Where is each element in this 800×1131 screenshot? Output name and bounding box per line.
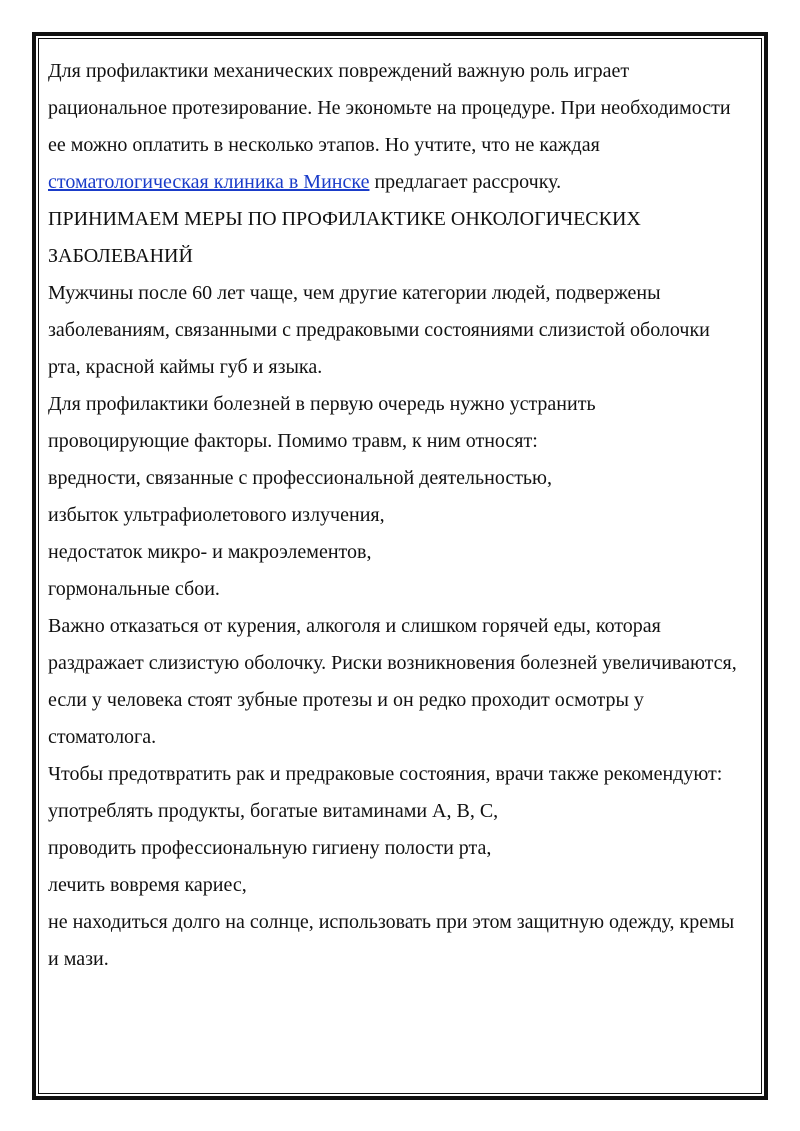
paragraph-men-risk: Мужчины после 60 лет чаще, чем другие категории людей, подвержены заболеваниям, связанными с предраковыми состояниями слизистой оболочки рта, красной каймы губ и языка. bbox=[48, 282, 710, 378]
paragraph-prosthetics bbox=[48, 53, 738, 201]
section-heading: ПРИНИМАЕМ МЕРЫ ПО ПРОФИЛАКТИКЕ ОНКОЛОГИЧЕСКИХ ЗАБОЛЕВАНИЙ bbox=[48, 208, 641, 267]
list-item-recommendation: употреблять продукты, богатые витаминами А, В, С, bbox=[48, 800, 499, 822]
list-item-factor: избыток ультрафиолетового излучения, bbox=[48, 504, 385, 526]
list-item-recommendation: лечить вовремя кариес, bbox=[48, 874, 247, 896]
paragraph-text: предлагает рассрочку. bbox=[369, 171, 562, 193]
dental-clinic-minsk-link[interactable]: стоматологическая клиника в Минске bbox=[48, 171, 370, 193]
document-body bbox=[48, 53, 738, 978]
paragraph-factors-intro: Для профилактики болезней в первую очередь нужно устранить провоцирующие факторы. Помимо травм, к ним относят: bbox=[48, 393, 596, 452]
paragraph-habits: Важно отказаться от курения, алкоголя и слишком горячей еды, которая раздражает слизистую оболочку. Риски возникновения болезней увеличиваются, если у человека стоят зубные протезы и он редко проходит осмотры у стоматолога. bbox=[48, 615, 737, 748]
list-item-recommendation: не находиться долго на солнце, использовать при этом защитную одежду, кремы и мази. bbox=[48, 911, 735, 970]
paragraph-recommendations-intro: Чтобы предотвратить рак и предраковые состояния, врачи также рекомендуют: bbox=[48, 763, 723, 785]
list-item-factor: гормональные сбои. bbox=[48, 578, 220, 600]
paragraph-text: Для профилактики механических повреждений важную роль играет рациональное протезирование. Не экономьте на процедуре. При необходимости ее можно оплатить в несколько этапов. Но учтите, что не каждая bbox=[48, 60, 731, 156]
list-item-factor: недостаток микро- и макроэлементов, bbox=[48, 541, 372, 563]
list-item-factor: вредности, связанные с профессиональной деятельностью, bbox=[48, 467, 552, 489]
list-item-recommendation: проводить профессиональную гигиену полости рта, bbox=[48, 837, 492, 859]
